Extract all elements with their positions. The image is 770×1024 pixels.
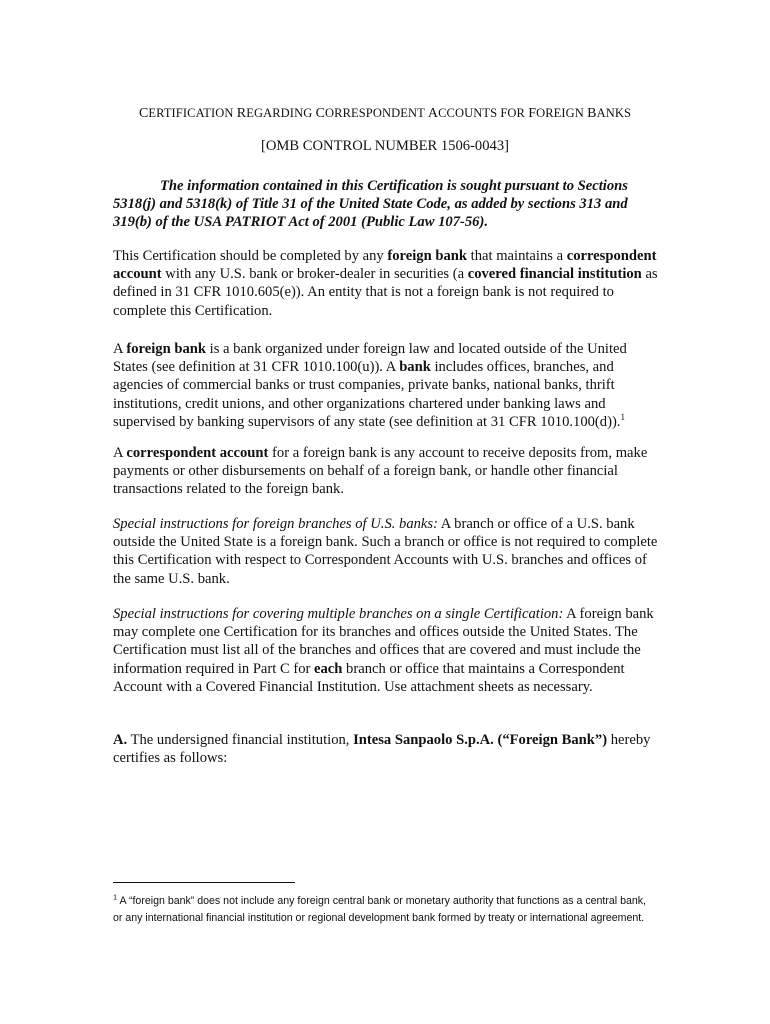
title-word: EGARDING bbox=[246, 106, 313, 120]
text-run: A foreign bank may complete one Certification for its branches and offices outside the United States. The Certification must list all of the branches and offices that are covered and must include the information required in Part C for bbox=[113, 606, 654, 677]
title-initial: A bbox=[427, 106, 439, 121]
footnote-text: A “foreign bank” does not include any foreign central bank or monetary authority that functions as a central bank, or any international financial institution or regional development bank formed by treaty or international agreement. bbox=[113, 895, 646, 924]
intro-text: The information contained in this Certification is sought pursuant to Sections 5318(j) and 5318(k) of Title 31 of the United State Code, as added by sections 313 and 319(b) of the USA PATRIOT Act of 2001 (Public Law 107-56). bbox=[113, 178, 628, 231]
term-covered-financial-institution: covered financial institution bbox=[467, 266, 642, 283]
text-run: This Certification should be completed by any bbox=[113, 248, 388, 264]
text-run: with any U.S. bank or broker-dealer in securities (a bbox=[161, 266, 468, 283]
paragraph-section-a bbox=[113, 731, 658, 767]
term-correspondent-account: correspondent account bbox=[126, 445, 269, 461]
intro-paragraph bbox=[113, 177, 658, 232]
text-run: is a bank organized under foreign law and located outside of the United States (see definition at 31 CFR 1010.100(u)). A bbox=[113, 341, 627, 376]
title-initial: R bbox=[236, 106, 247, 121]
text-run: includes offices, branches, and agencies of commercial banks or trust companies, private banks, national banks, thrift institutions, credit unions, and other organizations chartered under banking laws and supervised by banking supervisors of any state (see definition at 31 CFR 1010.100(d)). bbox=[113, 359, 621, 430]
title-word: CCOUNTS FOR bbox=[438, 106, 525, 120]
italic-heading: Special instructions for foreign branches of U.S. banks: bbox=[113, 516, 438, 532]
text-run: for a foreign bank is any account to receive deposits from, make payments or other disbursements on behalf of a foreign bank, or handle other financial transactions related to the foreign bank. bbox=[113, 445, 648, 498]
title-initial: C bbox=[138, 106, 149, 121]
title-initial: C bbox=[315, 106, 326, 121]
title-word: OREIGN bbox=[536, 106, 584, 120]
term-correspondent-account: correspondent account bbox=[113, 248, 657, 283]
text-run: that maintains a bbox=[467, 248, 567, 264]
footnote bbox=[113, 893, 658, 927]
italic-heading: Special instructions for covering multiple branches on a single Certification: bbox=[113, 606, 564, 622]
term-each: each bbox=[314, 660, 343, 677]
text-run: A bbox=[113, 445, 127, 461]
term-foreign-bank: foreign bank bbox=[387, 248, 468, 264]
paragraph-correspondent-account-definition bbox=[113, 444, 658, 499]
document-title bbox=[0, 106, 770, 122]
footnote-ref: 1 bbox=[620, 411, 625, 422]
footnote-number: 1 bbox=[113, 892, 118, 902]
title-initial: B bbox=[587, 106, 597, 121]
footnote-divider bbox=[113, 882, 295, 883]
text-run: A bbox=[113, 341, 127, 357]
title-initial: F bbox=[528, 106, 537, 121]
text-run: The undersigned financial institution, bbox=[127, 732, 354, 748]
text-run: A branch or office of a U.S. bank outside the United State is a foreign bank. Such a branch or office is not required to complete this Certification with respect to Correspondent Accounts with U.S. branches and offices of the same U.S. bank. bbox=[113, 516, 658, 587]
section-label: A. bbox=[113, 732, 128, 748]
title-word: ERTIFICATION bbox=[148, 106, 234, 120]
text-run: branch or office that maintains a Correspondent Account with a Covered Financial Institution. Use attachment sheets as necessary. bbox=[113, 660, 625, 695]
text-run: as defined in 31 CFR 1010.605(e)). An entity that is not a foreign bank is not required to complete this Certification. bbox=[113, 266, 658, 319]
paragraph-special-instructions-branches bbox=[113, 515, 658, 588]
term-bank: bank bbox=[399, 359, 431, 376]
text-run: hereby certifies as follows: bbox=[113, 732, 651, 767]
paragraph-scope bbox=[113, 247, 658, 320]
bank-name: Intesa Sanpaolo S.p.A. (“Foreign Bank”) bbox=[353, 732, 608, 748]
paragraph-special-instructions-multiple bbox=[113, 605, 658, 696]
omb-control-number: [OMB CONTROL NUMBER 1506-0043] bbox=[261, 138, 509, 154]
title-word: ANKS bbox=[596, 106, 632, 120]
title-word: ORRESPONDENT bbox=[325, 106, 425, 120]
term-foreign-bank: foreign bank bbox=[126, 341, 207, 357]
paragraph-foreign-bank-definition bbox=[113, 340, 658, 431]
